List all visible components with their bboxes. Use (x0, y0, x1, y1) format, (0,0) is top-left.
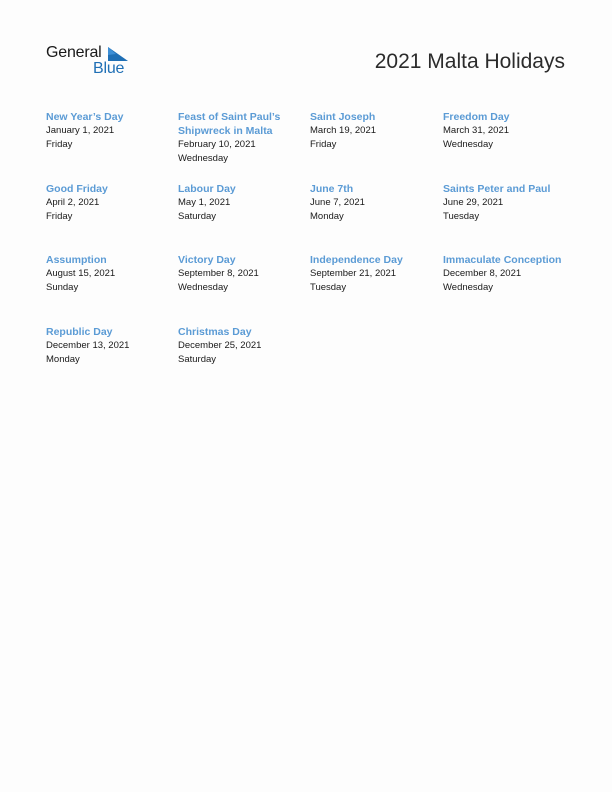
holiday-name: Freedom Day (443, 111, 510, 123)
logo-word-general: General (46, 44, 102, 61)
holiday-date: January 1, 2021 (46, 125, 115, 136)
holiday-item (178, 182, 306, 224)
holiday-date: March 19, 2021 (310, 125, 377, 136)
holiday-date: December 13, 2021 (46, 340, 130, 351)
holiday-weekday: Friday (46, 211, 73, 222)
holiday-item (443, 182, 571, 224)
holiday-item (178, 253, 306, 295)
holiday-name: June 7th (310, 183, 354, 195)
holiday-name: Republic Day (46, 326, 113, 338)
holiday-date: April 2, 2021 (46, 197, 100, 208)
logo-flag-icon (108, 47, 128, 61)
holiday-date: December 8, 2021 (443, 268, 522, 279)
holiday-weekday: Wednesday (178, 282, 228, 293)
holiday-date: June 7, 2021 (310, 197, 365, 208)
holiday-name: Independence Day (310, 254, 403, 266)
holiday-item (46, 325, 174, 367)
holiday-name: Immaculate Conception (443, 254, 562, 266)
holiday-date: March 31, 2021 (443, 125, 510, 136)
holiday-weekday: Wednesday (443, 282, 493, 293)
holiday-weekday: Monday (310, 211, 344, 222)
holiday-name: Saint Joseph (310, 111, 376, 123)
holiday-item (310, 110, 438, 152)
holiday-weekday: Friday (310, 139, 337, 150)
holiday-weekday: Saturday (178, 354, 217, 365)
holiday-date: August 15, 2021 (46, 268, 116, 279)
holiday-weekday: Monday (46, 354, 80, 365)
holiday-name: Labour Day (178, 183, 236, 195)
holiday-weekday: Wednesday (178, 153, 228, 164)
holiday-weekday: Friday (46, 139, 73, 150)
holiday-item (178, 325, 306, 367)
holiday-weekday: Tuesday (310, 282, 347, 293)
holiday-name: New Year’s Day (46, 111, 124, 123)
holiday-name: Saints Peter and Paul (443, 183, 551, 195)
holiday-date: February 10, 2021 (178, 139, 256, 150)
holiday-name: Feast of Saint Paul’s Shipwreck in Malta (178, 111, 281, 137)
holiday-date: May 1, 2021 (178, 197, 231, 208)
holiday-name: Victory Day (178, 254, 236, 266)
holiday-weekday: Sunday (46, 282, 79, 293)
page-title: 2021 Malta Holidays (374, 50, 565, 73)
holiday-weekday: Tuesday (443, 211, 480, 222)
holiday-item (310, 182, 438, 224)
logo (46, 44, 136, 80)
holiday-weekday: Wednesday (443, 139, 493, 150)
holiday-date: December 25, 2021 (178, 340, 262, 351)
holiday-item (46, 182, 174, 224)
holiday-date: September 21, 2021 (310, 268, 397, 279)
logo-word-blue: Blue (93, 60, 125, 77)
holiday-name: Christmas Day (178, 326, 252, 338)
holiday-name: Assumption (46, 254, 107, 266)
holiday-item (443, 110, 571, 152)
holiday-item (310, 253, 438, 295)
holiday-name: Good Friday (46, 183, 108, 195)
holiday-date: September 8, 2021 (178, 268, 259, 279)
holiday-item (46, 253, 174, 295)
holiday-weekday: Saturday (178, 211, 217, 222)
holiday-item (178, 110, 306, 166)
holiday-item (443, 253, 583, 295)
holiday-item (46, 110, 174, 152)
holiday-date: June 29, 2021 (443, 197, 504, 208)
